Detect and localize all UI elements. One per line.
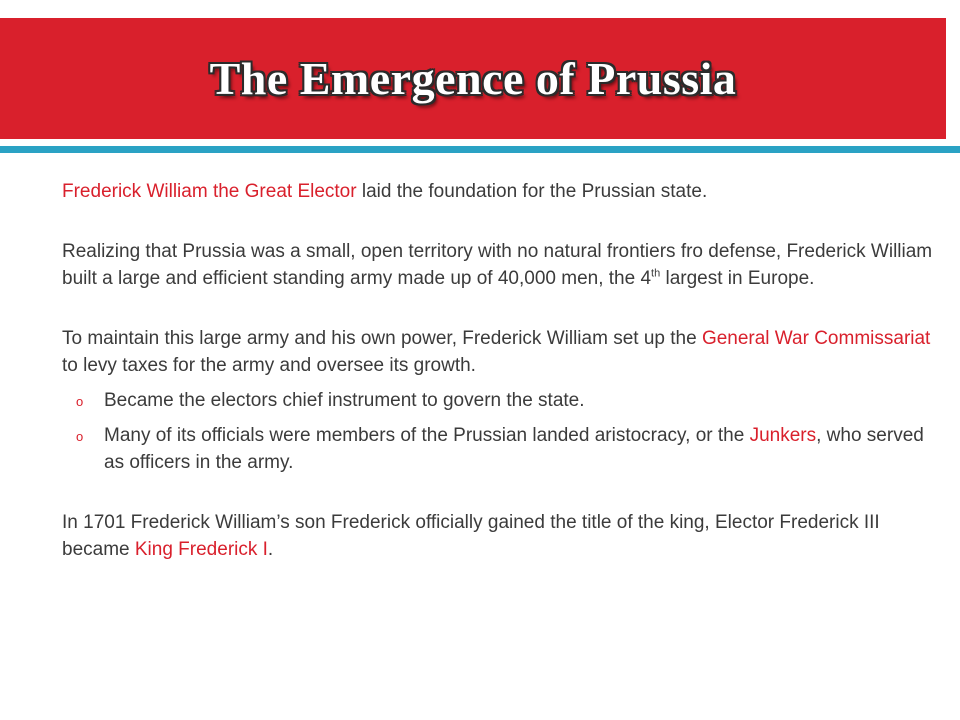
- bullet-1: [24, 178, 944, 205]
- sub-bullet-1-text: Became the electors chief instrument to govern the state.: [104, 390, 585, 411]
- sub-bullet-2-pre: Many of its officials were members of the Prussian landed aristocracy, or the: [104, 425, 750, 446]
- bullet-1-text: laid the foundation for the Prussian state.: [356, 181, 708, 202]
- highlight-junkers: Junkers: [749, 425, 817, 446]
- sub-bullet-1: [24, 387, 944, 414]
- slide-title: The Emergence of Prussia: [209, 53, 737, 104]
- bullet-2-superscript: th: [651, 267, 661, 280]
- sub-bullet-2: [24, 422, 944, 476]
- bullet-3-pre: To maintain this large army and his own power, Frederick William set up the: [62, 328, 702, 349]
- bullet-3-post: to levy taxes for the army and oversee its growth.: [62, 355, 476, 376]
- accent-divider: [0, 146, 960, 153]
- highlight-war-commissariat: General War Commissariat: [701, 328, 931, 349]
- highlight-great-elector: Frederick William the Great Elector: [62, 181, 357, 202]
- bullet-4-pre: In 1701 Frederick William’s son Frederick officially gained the title of the king, Elector Frederick III became: [62, 512, 880, 560]
- highlight-king-frederick: King Frederick I: [134, 539, 268, 560]
- bullet-2-tail: largest in Europe.: [660, 268, 815, 289]
- bullet-3: [24, 325, 944, 379]
- slide-body: [24, 178, 944, 563]
- sub-bullet-2-post: , who served as officers in the army.: [104, 425, 924, 473]
- bullet-2-text: Realizing that Prussia was a small, open territory with no natural frontiers fro defense, Frederick William built a large and efficient standing army made up of 40,000 men, the 4: [62, 241, 933, 289]
- title-bar: [0, 18, 946, 139]
- bullet-4-post: .: [267, 539, 274, 560]
- bullet-2: [24, 238, 944, 292]
- sub-bullet-marker-icon: o: [76, 429, 84, 444]
- sub-bullet-marker-icon: o: [76, 394, 84, 409]
- bullet-4: [24, 509, 944, 563]
